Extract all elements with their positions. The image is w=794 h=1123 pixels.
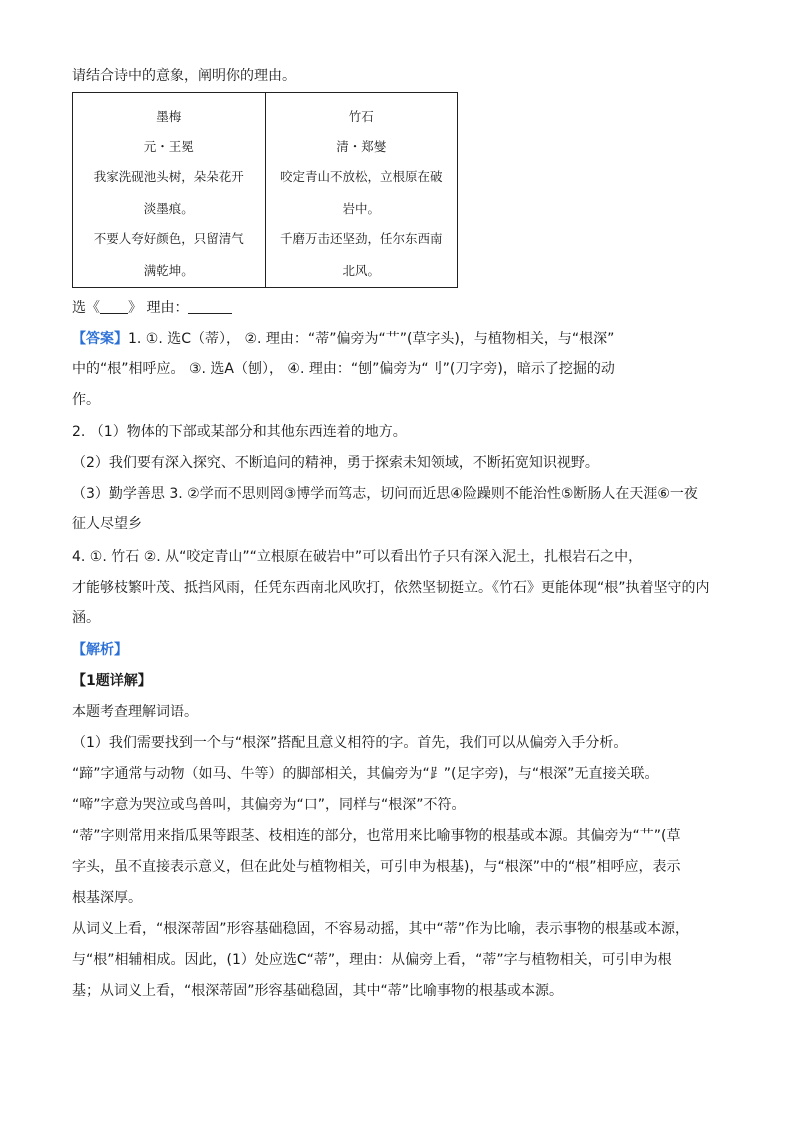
reason-blank	[188, 299, 232, 314]
analysis-line: 与“根”相辅相成。因此，(1）处应选C“蒂”，理由：从偏旁上看，“蒂”字与植物相关，可引申为根	[72, 952, 672, 968]
analysis-line: （1）我们需要找到一个与“根深”搭配且意义相符的字。首先，我们可以从偏旁入手分析。	[72, 735, 628, 751]
analysis-line: 本题考查理解词语。	[72, 704, 198, 720]
answer-line: 征人尽望乡	[72, 516, 142, 532]
answer-line: 中的“根”相呼应。 ③. 选A（刨）， ④. 理由：“刨”偏旁为“刂”(刀字旁)，暗示了挖掘的动	[72, 361, 615, 377]
analysis-line: 基；从词义上看，“根深蒂固”形容基础稳固，其中“蒂”比喻事物的根基或本源。	[72, 983, 564, 999]
poem-table	[72, 92, 458, 288]
poem-line: 咬定青山不放松，立根原在破	[279, 169, 443, 184]
answer-text: 1. ①. 选C（蒂）， ②. 理由：“蒂”偏旁为“艹”(草字头)，与植物相关，与“根深”	[128, 331, 615, 347]
answer-line	[72, 329, 614, 349]
analysis-line: “蒂”字则常用来指瓜果等跟茎、枝相连的部分，也常用来比喻事物的根基或本源。其偏旁为“艹”(草	[72, 828, 681, 844]
analysis-tag-text: 【解析】	[72, 642, 128, 658]
poem-author: 清・郑燮	[336, 139, 387, 154]
poem-line: 我家洗砚池头树，朵朵花开	[93, 169, 244, 184]
select-prefix: 选《	[72, 300, 100, 316]
poem-line: 北风。	[342, 263, 380, 278]
poem-line: 千磨万击还坚劲，任尔东西南	[279, 231, 443, 246]
poem-line: 满乾坤。	[143, 263, 194, 278]
reason-label: 理由：	[146, 300, 189, 316]
answer-line: 才能够枝繁叶茂、抵挡风雨，任凭东西南北风吹打，依然坚韧挺立。《竹石》更能体现“根”执着坚守的内	[72, 580, 710, 596]
answer-tag: 【答案】	[72, 331, 128, 347]
poem-cell-zhu-shi	[265, 93, 458, 287]
answer-line: 涵。	[72, 610, 100, 626]
answer-line: （3）勤学善思 3. ②学而不思则罔③博学而笃志，切问而近思④险躁则不能治性⑤断肠人在天涯⑥一夜	[72, 486, 698, 502]
analysis-line: “啼”字意为哭泣或鸟兽叫，其偏旁为“口”，同样与“根深”不符。	[72, 797, 466, 813]
answer-line: 2. （1）物体的下部或某部分和其他东西连着的地方。	[72, 424, 407, 440]
select-blank	[100, 299, 128, 314]
analysis-line: 根基深厚。	[72, 890, 142, 906]
answer-line: （2）我们要有深入探究、不断追问的精神，勇于探索未知领域，不断拓宽知识视野。	[72, 455, 599, 471]
q1-heading: 【1题详解】	[72, 673, 152, 689]
poem-author: 元・王冕	[143, 139, 194, 154]
select-reason-line	[72, 298, 232, 318]
answer-line: 4. ①. 竹石 ②. 从“咬定青山”“立根原在破岩中”可以看出竹子只有深入泥土，扎根岩石之中，	[72, 549, 643, 565]
question-prompt: 请结合诗中的意象，阐明你的理由。	[72, 68, 296, 84]
poem-title: 竹石	[348, 109, 374, 124]
analysis-line: 从词义上看，“根深蒂固”形容基础稳固，不容易动摇，其中“蒂”作为比喻，表示事物的根基或本源，	[72, 921, 690, 937]
answer-line: 作。	[72, 392, 100, 408]
poem-line: 不要人夸好颜色，只留清气	[93, 231, 244, 246]
select-suffix: 》	[128, 300, 142, 316]
poem-cell-mo-mei	[73, 93, 265, 287]
analysis-line: 字头，虽不直接表示意义，但在此处与植物相关，可引申为根基)，与“根深”中的“根”相呼应，表示	[72, 859, 681, 875]
analysis-tag	[72, 640, 128, 660]
poem-title: 墨梅	[156, 109, 182, 124]
poem-line: 岩中。	[342, 201, 380, 216]
poem-line: 淡墨痕。	[143, 201, 194, 216]
analysis-line: “蹄”字通常与动物（如马、牛等）的脚部相关，其偏旁为“⻊”(足字旁)，与“根深”无直接关联。	[72, 766, 659, 782]
